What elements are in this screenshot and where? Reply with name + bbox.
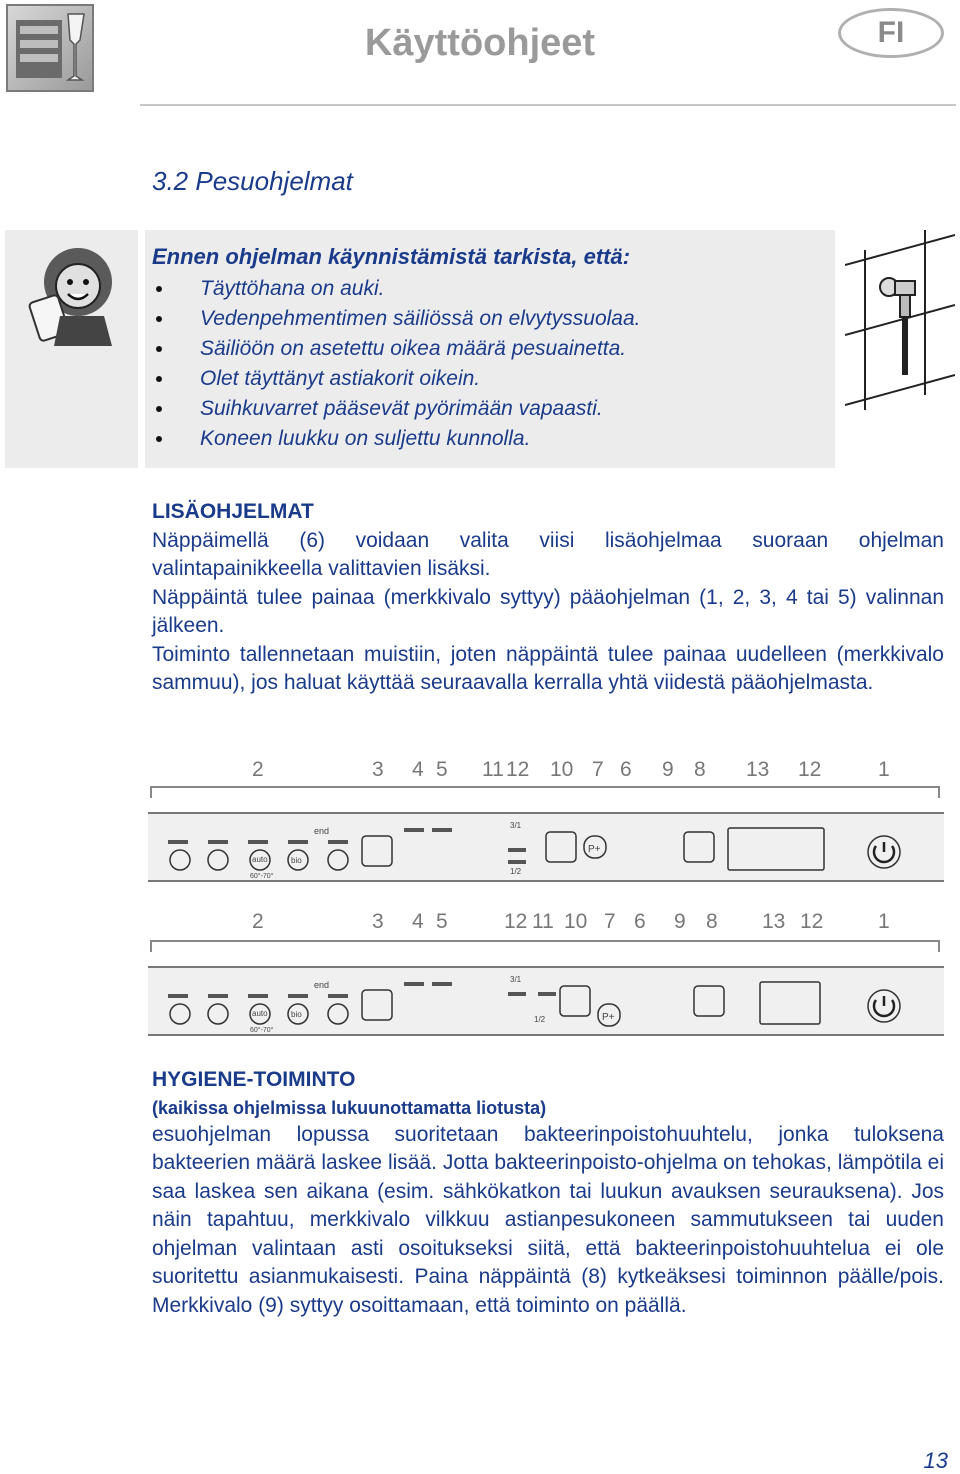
bullet-icon: [156, 376, 162, 382]
list-item: [152, 394, 640, 424]
list-item-text: Säiliöön on asetettu oikea määrä pesuainetta.: [200, 337, 627, 360]
paragraph: Toiminto tallennetaan muistiin, joten näppäintä tulee painaa uudelleen (merkkivalo sammuu), jos haluat käyttää seuraavalla kerralla yhtä viidestä pääohjelmasta.: [152, 642, 944, 694]
auto-label: auto: [252, 1009, 268, 1018]
bullet-icon: [156, 406, 162, 412]
page-title: Käyttöohjeet: [364, 22, 596, 64]
panel-number: 12: [506, 758, 530, 781]
panel-number: 13: [746, 758, 770, 781]
panel-number: 3: [372, 758, 384, 781]
bullet-icon: [156, 316, 162, 322]
list-item-text: Olet täyttänyt astiakorit oikein.: [200, 367, 481, 390]
paragraph: Näppäimellä (6) voidaan valita viisi lisäohjelmaa suoraan ohjelman valintapainikkeella valittavien lisäksi.: [152, 528, 944, 580]
notice-title: Ennen ohjelman käynnistämistä tarkista, että:: [152, 244, 631, 269]
panel-number: 7: [604, 910, 616, 933]
panel-number: 10: [550, 758, 574, 781]
extra-programs-section: [152, 498, 944, 698]
list-item: [152, 274, 640, 304]
half-load-label: 1/2: [510, 867, 522, 876]
panel-callout-bracket: [150, 786, 940, 798]
temp-label: 60°-70°: [250, 873, 274, 880]
bio-label: bio: [291, 856, 302, 865]
list-item: [152, 304, 640, 334]
panel-number: 4: [412, 910, 424, 933]
list-item: [152, 334, 640, 364]
auto-label: auto: [252, 855, 268, 864]
panel-number: 1: [878, 910, 890, 933]
panel-number: 12: [798, 758, 822, 781]
panel-number: 8: [694, 758, 706, 781]
panel-number: 10: [564, 910, 588, 933]
half-load-label: 1/2: [534, 1015, 546, 1024]
list-item-text: Suihkuvarret pääsevät pyörimään vapaasti.: [200, 397, 603, 420]
water-tap-illustration: [845, 225, 955, 415]
paragraph: Näppäintä tulee painaa (merkkivalo syttyy) pääohjelman (1, 2, 3, 4 tai 5) valinnan jälkeen.: [152, 585, 944, 637]
control-panel-diagram-1: [148, 756, 944, 886]
control-panel-diagram-2: [148, 908, 944, 1038]
section-heading: 3.2 Pesuohjelmat: [152, 166, 353, 196]
panel-number: 12: [504, 910, 528, 933]
panel-number: 2: [252, 910, 264, 933]
panel-number: 2: [252, 758, 264, 781]
panel-number: 9: [674, 910, 686, 933]
plus-label: P+: [602, 1012, 615, 1023]
panel-number: 5: [436, 910, 448, 933]
panel-number: 7: [592, 758, 604, 781]
language-badge: FI: [838, 8, 944, 58]
bullet-icon: [156, 346, 162, 352]
three-in-one-label: 3/1: [510, 975, 522, 984]
list-item: [152, 424, 640, 454]
hygiene-paragraph: esuohjelman lopussa suoritetaan bakteerinpoistohuuhtelu, jonka tuloksena bakteerien määrä laskee lisää. Jotta bakteerinpoisto-ohjelma on tehokas, lämpötila ei saa laskea sen aikana (esim. sähkökatkon tai luukun avauksen seurauksena). Jos näin tapahtuu, merkkivalo vilkkuu astianpesukoneen sammutukseen tai uuden ohjelman valintaan asti osoitukseksi siitä, että bakteerinpoistohuuhtelua ei ole suoritettu asianmukaisesti. Paina näppäintä (8) kytkeäksesi toiminnon päälle/pois. Merkkivalo (9) syttyy osoittamaan, että toiminto on päällä.: [152, 1122, 944, 1317]
panel-number: 6: [634, 910, 646, 933]
bio-label: bio: [291, 1010, 302, 1019]
panel-number: 9: [662, 758, 674, 781]
header-divider: [140, 104, 956, 106]
panel-callout-bracket: [150, 940, 940, 952]
panel-number: 11: [532, 910, 554, 933]
panel-number: 4: [412, 758, 424, 781]
checklist: [152, 274, 640, 454]
control-panel: [148, 966, 944, 1036]
panel-number: 8: [706, 910, 718, 933]
temp-label: 60°-70°: [250, 1027, 274, 1034]
end-label: end: [314, 980, 330, 990]
list-item-text: Täyttöhana on auki.: [200, 277, 385, 300]
mascot-illustration: [20, 236, 132, 348]
end-label: end: [314, 826, 330, 836]
three-in-one-label: 3/1: [510, 821, 522, 830]
hygiene-section: [152, 1066, 944, 1320]
plus-label: P+: [588, 844, 601, 855]
list-item: [152, 364, 640, 394]
panel-number: 11: [482, 758, 504, 781]
bullet-icon: [156, 436, 162, 442]
hygiene-subheading: (kaikissa ohjelmissa lukuunottamatta liotusta): [152, 1097, 547, 1118]
list-item-text: Vedenpehmentimen säiliössä on elvytyssuolaa.: [200, 307, 641, 330]
panel-number: 12: [800, 910, 824, 933]
panel-number: 1: [878, 758, 890, 781]
page-number: 13: [923, 1448, 948, 1473]
bullet-icon: [156, 286, 162, 292]
panel-number: 5: [436, 758, 448, 781]
panel-number: 13: [762, 910, 786, 933]
extra-programs-heading: LISÄOHJELMAT: [152, 500, 314, 523]
control-panel: [148, 812, 944, 882]
list-item-text: Koneen luukku on suljettu kunnolla.: [200, 427, 531, 450]
panel-number: 6: [620, 758, 632, 781]
panel-number: 3: [372, 910, 384, 933]
hygiene-heading: HYGIENE-TOIMINTO: [152, 1068, 356, 1091]
